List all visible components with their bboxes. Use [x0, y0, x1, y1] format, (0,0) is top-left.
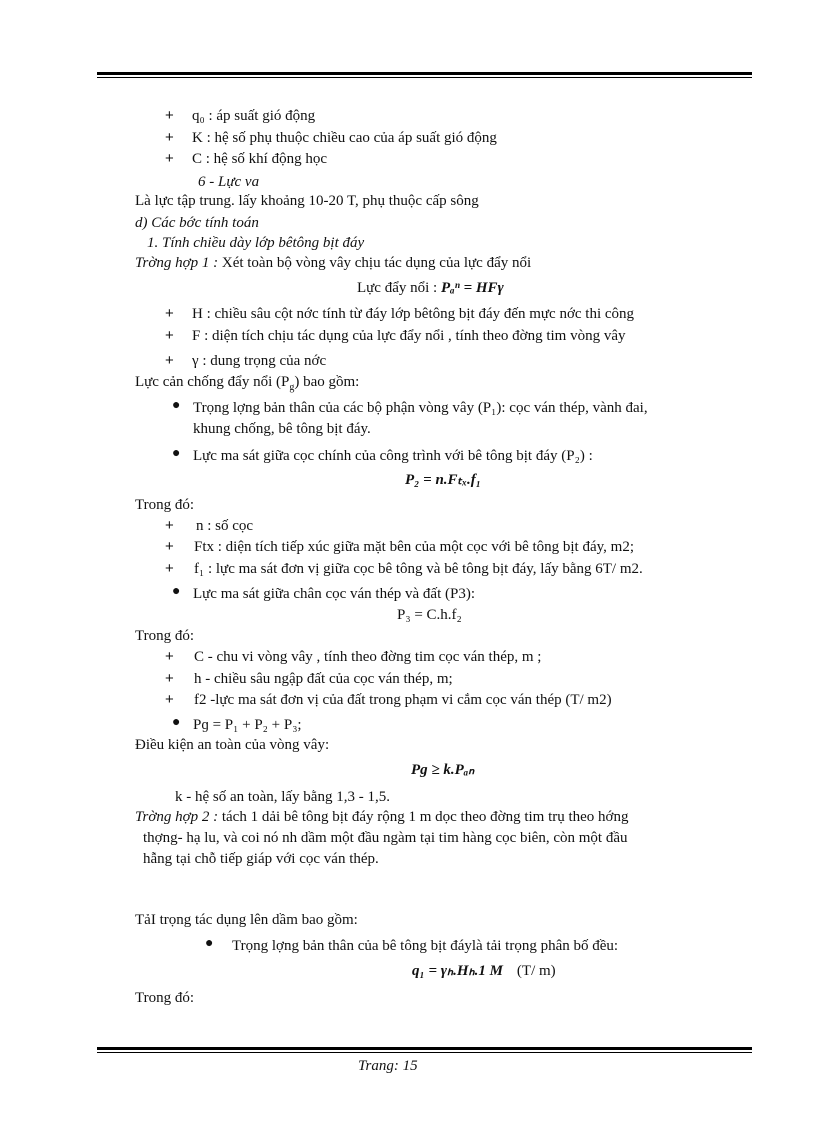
text-line: Lực ma sát giữa chân cọc ván thép và đất (P3): [193, 586, 475, 602]
formula: P₃ = C.h.f₂ [397, 607, 462, 623]
bottom-rule [97, 1047, 752, 1050]
bullet-dot: ● [205, 936, 214, 951]
text-line: TảI trọng tác dụng lên dầm bao gồm: [135, 912, 358, 928]
page-footer: Trang: 15 [358, 1058, 418, 1074]
text-line: hẫng tại chỗ tiếp giáp với cọc ván thép. [143, 851, 379, 867]
bullet-plus: + [165, 305, 174, 322]
text-line: q₀ : áp suất gió động [192, 108, 316, 124]
text-line [135, 373, 359, 397]
text-line: Lực ma sát giữa cọc chính của công trình với bê tông bịt đáy (P₂) : [193, 448, 593, 464]
text-part: Lực cản chống đẩy nổi (P [135, 374, 290, 390]
text-line: C - chu vi vòng vây , tính theo đờng tim cọc ván thép, m ; [194, 649, 542, 665]
text-line: γ : dung trọng của nớc [192, 353, 327, 369]
text-line: h - chiều sâu ngập đất của cọc ván thép, m; [194, 671, 453, 687]
text-line: F : diện tích chịu tác dụng của lực đẩy nổi , tính theo đờng tim vòng vây [192, 328, 626, 344]
text-line: Trong đó: [135, 497, 195, 513]
bullet-plus: + [165, 150, 174, 167]
text-line: Trọng lợng bản thân của bê tông bịt đáylà tải trọng phân bố đều: [232, 938, 619, 954]
case-text: Xét toàn bộ vòng vây chịu tác dụng của lực đẩy nổi [221, 255, 532, 271]
text-line: Ftx : diện tích tiếp xúc giữa mặt bên của một cọc với bê tông bịt đáy, m2; [194, 539, 634, 555]
bullet-dot: ● [172, 398, 181, 413]
text-line [135, 808, 629, 826]
formula-line [357, 279, 504, 297]
text-line: Trọng lợng bản thân của các bộ phận vòng vây (P₁): cọc ván thép, vành đai, [193, 400, 648, 416]
bullet-dot: ● [172, 446, 181, 461]
subheading: 6 - Lực va [198, 174, 260, 190]
text-line: n : số cọc [196, 518, 254, 534]
text-line: thợng- hạ lu, và coi nó nh dầm một đầu ngàm tại tim hàng cọc biên, còn một đầu [143, 830, 628, 846]
text-line: H : chiều sâu cột nớc tính từ đáy lớp bêtông bịt đáy đến mực nớc thi công [192, 306, 635, 322]
top-rule [97, 72, 752, 75]
bullet-dot: ● [172, 584, 181, 599]
formula-line [412, 962, 556, 980]
formula: Pɡ ≥ k.Pₐₙ [411, 762, 475, 778]
text-line: Trong đó: [135, 990, 195, 1006]
bullet-plus: + [165, 517, 174, 534]
text-line: Là lực tập trung. lấy khoảng 10-20 T, phụ thuộc cấp sông [135, 193, 479, 209]
bullet-plus: + [165, 648, 174, 665]
bullet-plus: + [165, 327, 174, 344]
case-label: Trờng hợp 2 : [135, 809, 222, 825]
text-line: C : hệ số khí động học [192, 151, 327, 167]
text-line: f₁ : lực ma sát đơn vị giữa cọc bê tông và bê tông bịt đáy, lấy bằng 6T/ m2. [194, 561, 643, 577]
text-part: ) bao gồm: [294, 374, 360, 390]
formula: Pɡ = P₁ + P₂ + P₃; [193, 717, 302, 733]
case-text: tách 1 dải bê tông bịt đáy rộng 1 m dọc theo đờng tim trụ theo hớng [221, 809, 629, 825]
text-line: k - hệ số an toàn, lấy bằng 1,3 - 1,5. [175, 789, 390, 805]
section-heading: d) Các bớc tính toán [135, 215, 259, 231]
subheading: 1. Tính chiều dày lớp bêtông bịt đáy [147, 235, 365, 251]
text-line: Điều kiện an toàn của vòng vây: [135, 737, 330, 753]
bullet-plus: + [165, 670, 174, 687]
bullet-plus: + [165, 538, 174, 555]
text-line: f2 -lực ma sát đơn vị của đất trong phạm vi cắm cọc ván thép (T/ m2) [194, 692, 612, 708]
bullet-plus: + [165, 107, 174, 124]
text-line [135, 254, 531, 272]
formula: q₁ = γₕ.Hₕ.1 M [412, 963, 503, 979]
subscript: g [289, 382, 295, 393]
bullet-plus: + [165, 560, 174, 577]
bullet-dot: ● [172, 715, 181, 730]
case-label: Trờng hợp 1 : [135, 255, 222, 271]
formula: P₂ = n.Fₜₓ.f₁ [405, 472, 482, 488]
formula: Pₐⁿ = HFγ [440, 280, 504, 296]
formula-label: Lực đẩy nổi : [357, 280, 441, 296]
bullet-plus: + [165, 352, 174, 369]
bullet-plus: + [165, 129, 174, 146]
text-line: K : hệ số phụ thuộc chiều cao của áp suất gió động [192, 130, 497, 146]
formula-unit: (T/ m) [516, 963, 556, 979]
text-line: Trong đó: [135, 628, 195, 644]
text-line: khung chống, bê tông bịt đáy. [193, 421, 371, 437]
bullet-plus: + [165, 691, 174, 708]
